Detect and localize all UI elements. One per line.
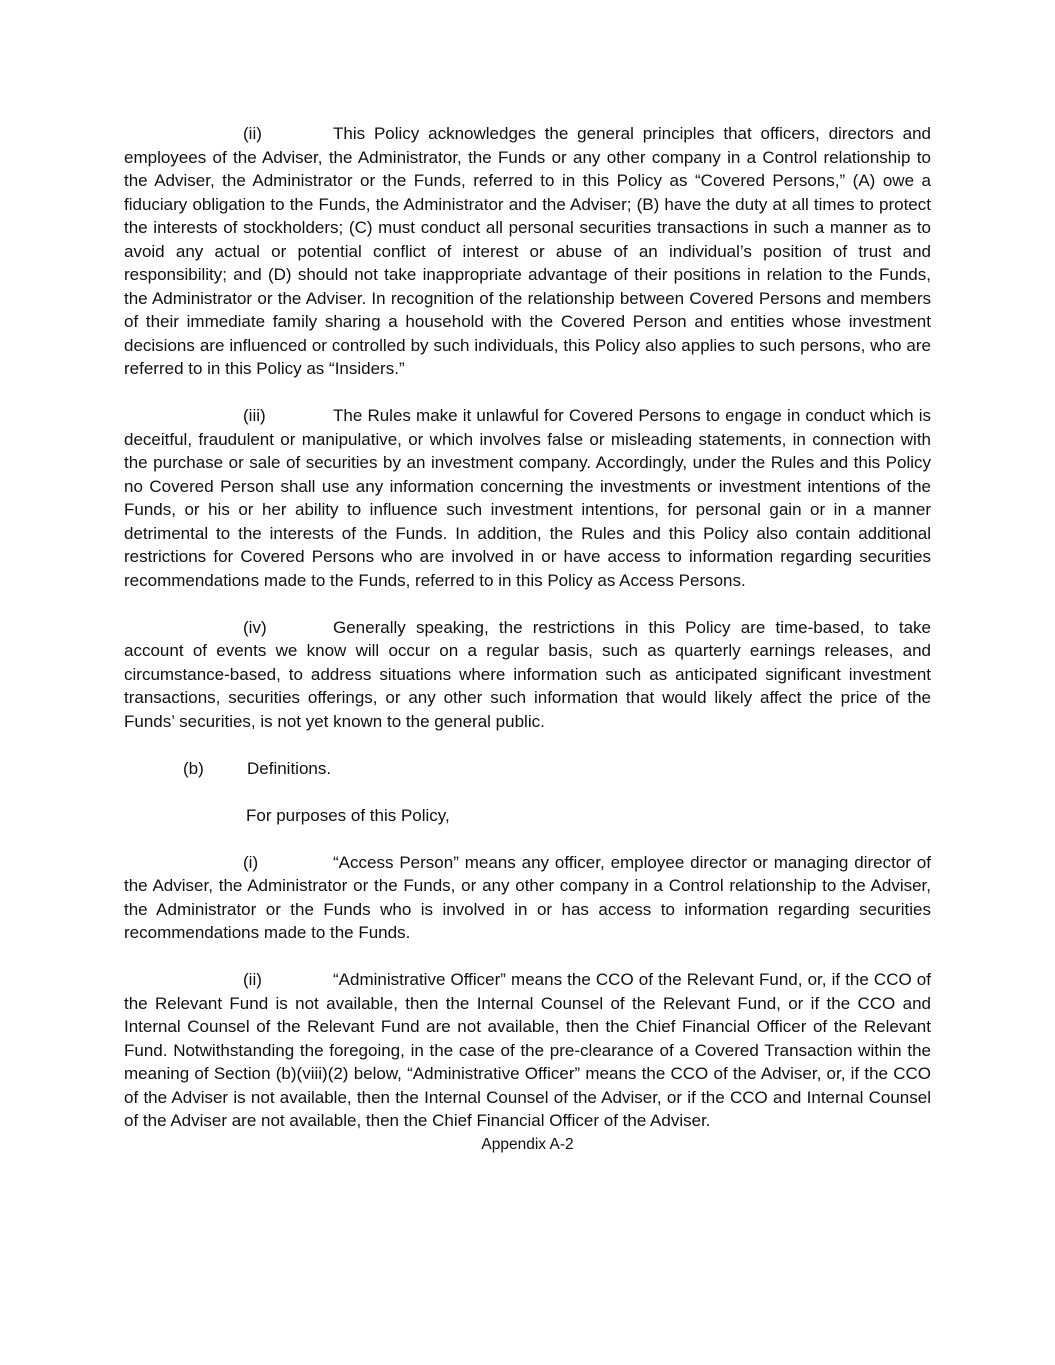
paragraph-number: (ii): [243, 124, 262, 143]
paragraph-text: Generally speaking, the restrictions in this Policy are time-based, to take account of events we know will occur on a regular basis, such as quarterly earnings releases, and circumstance-based, to address situations where information such as anticipated significant investment transactions, securities offerings, or any other such information that would likely affect the price of the Funds’ securities, is not yet known to the general public.: [124, 617, 931, 731]
paragraph-number: (ii): [243, 970, 262, 989]
section-title: Definitions.: [247, 758, 332, 778]
paragraph-iii-rules-unlawful: [124, 404, 931, 592]
paragraph-text: For purposes of this Policy,: [246, 805, 450, 825]
paragraph-number: (i): [243, 852, 259, 872]
paragraph-i-access-person-definition: [124, 851, 931, 945]
paragraph-text: “Access Person” means any officer, employee director or managing director of the Adviser, the Administrator or the Funds, or any other company in a Control relationship to the Adviser, the Administrator or the Funds who is involved in or has access to information regarding securities recommendations made to the Funds.: [124, 852, 931, 942]
page-footer-appendix-label: Appendix A-2: [481, 1135, 574, 1153]
section-letter: (b): [183, 758, 204, 778]
paragraph-ii-policy-principles: [124, 122, 931, 381]
paragraph-ii-administrative-officer-definition: [124, 968, 931, 1133]
section-b-definitions-heading: [124, 757, 931, 781]
paragraph-number: (iv): [243, 617, 267, 637]
paragraph-number: (iii): [243, 406, 266, 425]
paragraph-for-purposes: [124, 804, 931, 828]
paragraph-text: The Rules make it unlawful for Covered Persons to engage in conduct which is deceitful, fraudulent or manipulative, or which involves false or misleading statements, in connection with the purchase or sale of securities by an investment company. Accordingly, under the Rules and this Policy no Covered Person shall use any information concerning the investments or investment intentions of the Funds, or his or her ability to influence such investment intentions, for personal gain or in a manner detrimental to the interests of the Funds. In addition, the Rules and this Policy also contain additional restrictions for Covered Persons who are involved in or have access to information regarding securities recommendations made to the Funds, referred to in this Policy as Access Persons.: [124, 406, 931, 590]
paragraph-text: “Administrative Officer” means the CCO of the Relevant Fund, or, if the CCO of the Relevant Fund is not available, then the Internal Counsel of the Relevant Fund, or if the CCO and Internal Counsel of the Relevant Fund are not available, then the Chief Financial Officer of the Relevant Fund. Notwithstanding the foregoing, in the case of the pre-clearance of a Covered Transaction within the meaning of Section (b)(viii)(2) below, “Administrative Officer” means the CCO of the Adviser, or, if the CCO of the Adviser is not available, then the Internal Counsel of the Adviser, or if the CCO and Internal Counsel of the Adviser are not available, then the Chief Financial Officer of the Adviser.: [124, 970, 931, 1130]
paragraph-iv-restrictions: [124, 616, 931, 734]
paragraph-text: This Policy acknowledges the general principles that officers, directors and employees of the Adviser, the Administrator, the Funds or any other company in a Control relationship to the Adviser, the Administrator or the Funds, referred to in this Policy as “Covered Persons,” (A) owe a fiduciary obligation to the Funds, the Administrator and the Adviser; (B) have the duty at all times to protect the interests of stockholders; (C) must conduct all personal securities transactions in such a manner as to avoid any actual or potential conflict of interest or abuse of an individual’s position of trust and responsibility; and (D) should not take inappropriate advantage of their positions in relation to the Funds, the Administrator or the Adviser. In recognition of the relationship between Covered Persons and members of their immediate family sharing a household with the Covered Person and entities whose investment decisions are influenced or controlled by such individuals, this Policy also applies to such persons, who are referred to in this Policy as “Insiders.”: [124, 124, 931, 378]
